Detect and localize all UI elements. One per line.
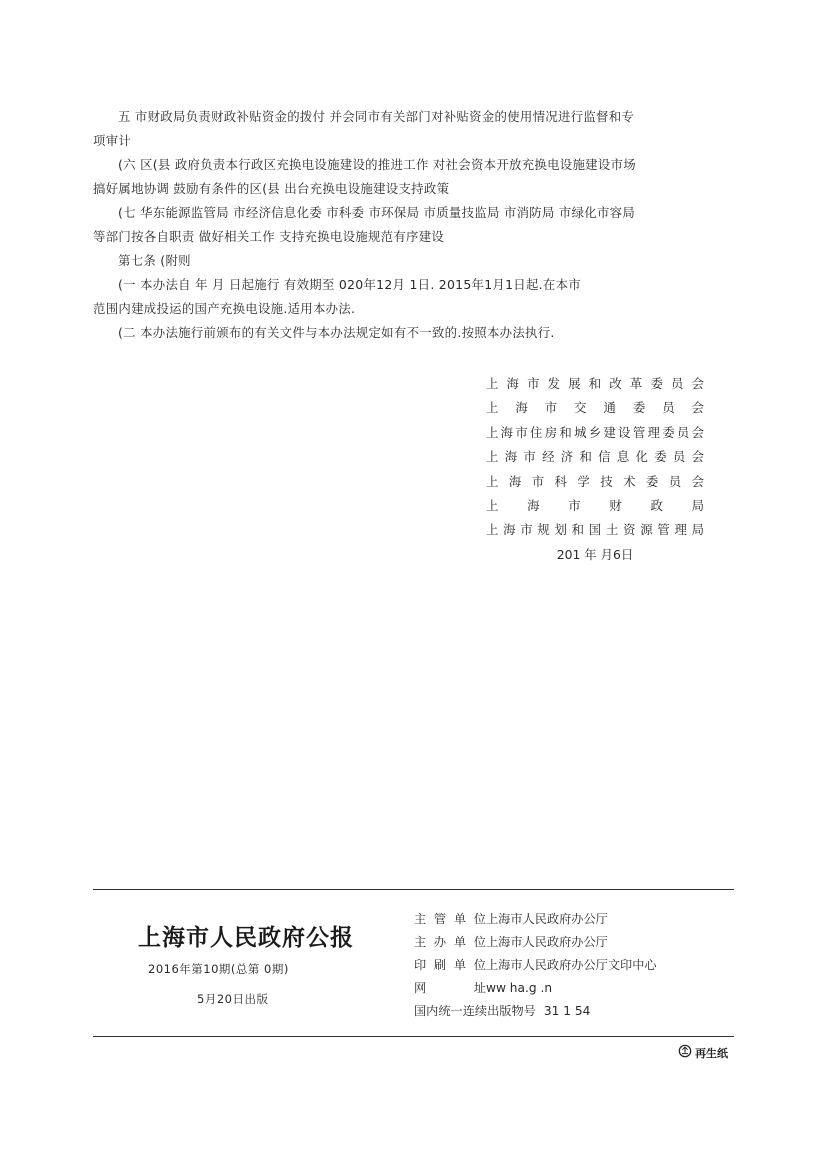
signature-block — [486, 372, 704, 567]
info-row — [414, 1000, 657, 1023]
info-value: 上海市人民政府办公厅 — [486, 935, 608, 949]
info-value: 上海市人民政府办公厅文印中心 — [486, 958, 657, 972]
article-heading: 第七条 (附则 — [118, 253, 191, 268]
signatory: 上海市发展和改革委员会 — [486, 376, 704, 391]
body-line: 五 市财政局负责财政补贴资金的拨付 并会同市有关部门对补贴资金的使用情况进行监督和专 — [118, 109, 635, 124]
signatory: 上海市规划和国土资源管理局 — [486, 522, 704, 538]
info-key: 印刷单位 — [414, 958, 486, 972]
body-line: 范围内建成投运的国产充换电设施.适用本办法. — [93, 301, 356, 316]
publish-date: 5月20日出版 — [197, 992, 269, 1006]
info-key: 主办单位 — [414, 935, 486, 949]
issue-number: 2016年第10期(总第 0期) — [148, 962, 289, 976]
body-line: 搞好属地协调 鼓励有条件的区(县 出台充换电设施建设支持政策 — [93, 181, 450, 196]
masthead-top-rule — [93, 889, 734, 890]
signatory: 上海市经济和信息化委员会 — [486, 449, 704, 465]
info-key: 国内统一连续出版物号 — [414, 1004, 536, 1018]
signatory: 上海市住房和城乡建设管理委员会 — [486, 424, 704, 440]
recycled-label: 再生纸 — [695, 1046, 728, 1060]
recycle-icon — [678, 1044, 692, 1061]
body-line: 项审计 — [93, 133, 132, 148]
info-key: 网 址 — [414, 981, 486, 995]
recycled-paper-mark — [678, 1044, 728, 1061]
body-line: (一 本办法自 年 月 日起施行 有效期至 020年12月 1日. 2015年1月1日起.在本市 — [118, 277, 581, 292]
body-line: (二 本办法施行前颁布的有关文件与本办法规定如有不一致的.按照本办法执行. — [118, 325, 555, 340]
info-row — [414, 977, 657, 1000]
publication-info — [414, 908, 657, 1023]
article-body — [93, 105, 738, 345]
info-row — [414, 931, 657, 954]
info-value: 31 1 54 — [543, 1004, 591, 1018]
masthead-bottom-rule — [93, 1036, 734, 1037]
info-row — [414, 954, 657, 977]
info-value: ww ha.g .n — [486, 981, 553, 995]
signatory: 上海市交通委员会 — [486, 400, 704, 416]
signature-date: 201 年 月6日 — [556, 546, 634, 562]
signatory: 上海市科学技术委员会 — [486, 473, 704, 489]
body-line: (六 区(县 政府负责本行政区充换电设施建设的推进工作 对社会资本开放充换电设施建设市场 — [118, 157, 636, 172]
info-row — [414, 908, 657, 931]
signatory: 上海市财政局 — [486, 497, 704, 513]
gazette-title: 上海市人民政府公报 — [138, 924, 354, 951]
body-line: (七 华东能源监管局 市经济信息化委 市科委 市环保局 市质量技监局 市消防局 市绿化市容局 — [118, 205, 636, 220]
body-line: 等部门按各自职责 做好相关工作 支持充换电设施规范有序建设 — [93, 229, 445, 244]
info-value: 上海市人民政府办公厅 — [486, 912, 608, 926]
info-key: 主管单位 — [414, 912, 486, 926]
